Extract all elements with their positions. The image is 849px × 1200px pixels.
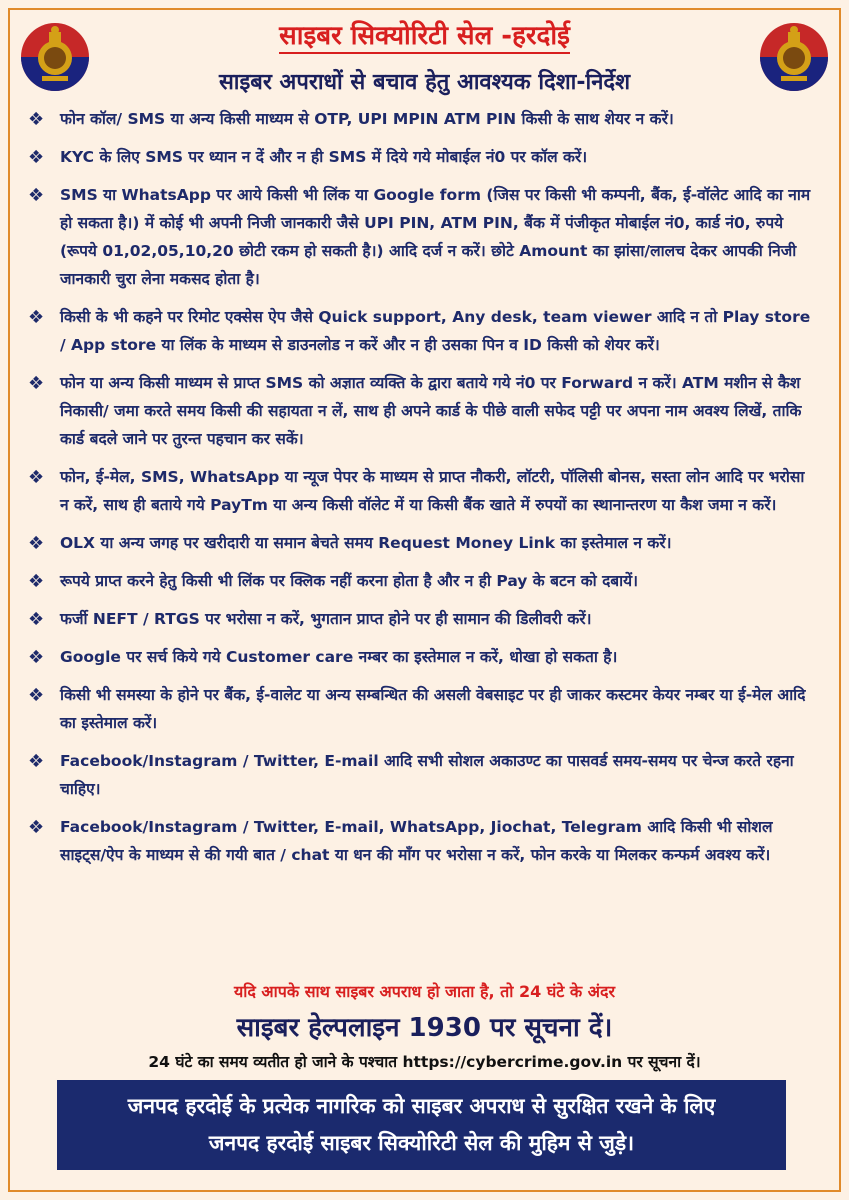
- notice-line-3: 24 घंटे का समय व्यतीत हो जाने के पश्चात https://cybercrime.gov.in पर सूचना दें।: [148, 1053, 701, 1071]
- diamond-bullet-icon: ❖: [28, 685, 45, 706]
- diamond-bullet-icon: ❖: [28, 373, 45, 394]
- diamond-bullet-icon: ❖: [28, 467, 45, 488]
- list-item: ❖ KYC के लिए SMS पर ध्यान न दें और न ही SMS में दिये गये मोबाईल नं0 पर कॉल करें।: [26, 143, 816, 171]
- footer-banner: [57, 1080, 786, 1170]
- list-item: ❖ किसी भी समस्या के होने पर बैंक, ई-वालेट या अन्य सम्बन्धित की असली वेबसाइट पर ही जाकर कस्टमर केयर नम्बर या ई-मेल आदि का इस्तेमाल करें।: [26, 681, 816, 737]
- list-item: ❖ SMS या WhatsApp पर आये किसी भी लिंक या Google form (जिस पर किसी भी कम्पनी, बैंक, ई-वॉलेट आदि का नाम हो सकता है।) में कोई भी अपनी निजी जानकारी जैसे UPI PIN, ATM PIN, बैंक में पंजीकृत मोबाईल नं0, कार्ड नं0, रुपये (रूपये 01,02,05,10,20 छोटी रकम हो सकती है।) आदि दर्ज न करें। छोटे Amount का झांसा/लालच देकर आपकी निजी जानकारी चुरा लेना मकसद होता है।: [26, 181, 816, 293]
- guidelines-list: [26, 105, 816, 879]
- list-item: ❖ OLX या अन्य जगह पर खरीदारी या समान बेचते समय Request Money Link का इस्तेमाल न करें।: [26, 529, 816, 557]
- list-item: ❖ Google पर सर्च किये गये Customer care नम्बर का इस्तेमाल न करें, धोखा हो सकता है।: [26, 643, 816, 671]
- diamond-bullet-icon: ❖: [28, 751, 45, 772]
- footer-line-1: जनपद हरदोई के प्रत्येक नागरिक को साइबर अपराध से सुरक्षित रखने के लिए: [127, 1094, 716, 1118]
- helpline-notice: साइबर हेल्पलाइन 1930 पर सूचना दें।: [236, 1013, 613, 1043]
- list-item: ❖ फोन या अन्य किसी माध्यम से प्राप्त SMS को अज्ञात व्यक्ति के द्वारा बताये गये नं0 पर Forward न करें। ATM मशीन से कैश निकासी/ जमा करते समय किसी की सहायता न लें, साथ ही अपने कार्ड के पीछे वाली सफेद पट्टी पर अपना नाम अवश्य लिखें, ताकि कार्ड बदले जाने पर तुरन्त पहचान कर सकें।: [26, 369, 816, 453]
- list-item: ❖ फर्जी NEFT / RTGS पर भरोसा न करें, भुगतान प्राप्त होने पर ही सामान की डिलीवरी करें।: [26, 605, 816, 633]
- diamond-bullet-icon: ❖: [28, 609, 45, 630]
- diamond-bullet-icon: ❖: [28, 307, 45, 328]
- list-item: ❖ Facebook/Instagram / Twitter, E-mail आदि सभी सोशल अकाउण्ट का पासवर्ड समय-समय पर चेन्ज करते रहना चाहिए।: [26, 747, 816, 803]
- diamond-bullet-icon: ❖: [28, 533, 45, 554]
- list-item: ❖ रूपये प्राप्त करने हेतु किसी भी लिंक पर क्लिक नहीं करना होता है और न ही Pay के बटन को दबायें।: [26, 567, 816, 595]
- diamond-bullet-icon: ❖: [28, 109, 45, 130]
- list-item: ❖ फोन, ई-मेल, SMS, WhatsApp या न्यूज पेपर के माध्यम से प्राप्त नौकरी, लॉटरी, पॉलिसी बोनस, सस्ता लोन आदि पर भरोसा न करें, साथ ही बताये गये PayTm या अन्य किसी वॉलेट में या किसी बैंक खाते में रुपयों का स्थानान्तरण या कैश जमा न करें।: [26, 463, 816, 519]
- list-item: ❖ किसी के भी कहने पर रिमोट एक्सेस ऐप जैसे Quick support, Any desk, team viewer आदि न तो Play store / App store या लिंक के माध्यम से डाउनलोड न करें और न ही उसका पिन व ID किसी को शेयर करें।: [26, 303, 816, 359]
- poster-title: साइबर सिक्योरिटी सेल -हरदोई: [0, 16, 849, 52]
- diamond-bullet-icon: ❖: [28, 647, 45, 668]
- list-item: ❖ फोन कॉल/ SMS या अन्य किसी माध्यम से OTP, UPI MPIN ATM PIN किसी के साथ शेयर न करें।: [26, 105, 816, 133]
- diamond-bullet-icon: ❖: [28, 817, 45, 838]
- diamond-bullet-icon: ❖: [28, 147, 45, 168]
- notice-line-1: यदि आपके साथ साइबर अपराध हो जाता है, तो 24 घंटे के अंदर: [233, 982, 616, 1001]
- poster-subtitle: साइबर अपराधों से बचाव हेतु आवश्यक दिशा-निर्देश: [218, 70, 631, 95]
- diamond-bullet-icon: ❖: [28, 571, 45, 592]
- list-item: ❖ Facebook/Instagram / Twitter, E-mail, WhatsApp, Jiochat, Telegram आदि किसी भी सोशल साइट्स/ऐप के माध्यम से की गयी बात / chat या धन की माँग पर भरोसा न करें, फोन करके या मिलकर कन्फर्म अवश्य करें।: [26, 813, 816, 869]
- diamond-bullet-icon: ❖: [28, 185, 45, 206]
- footer-line-2: जनपद हरदोई साइबर सिक्योरिटी सेल की मुहिम से जुड़े।: [208, 1131, 635, 1155]
